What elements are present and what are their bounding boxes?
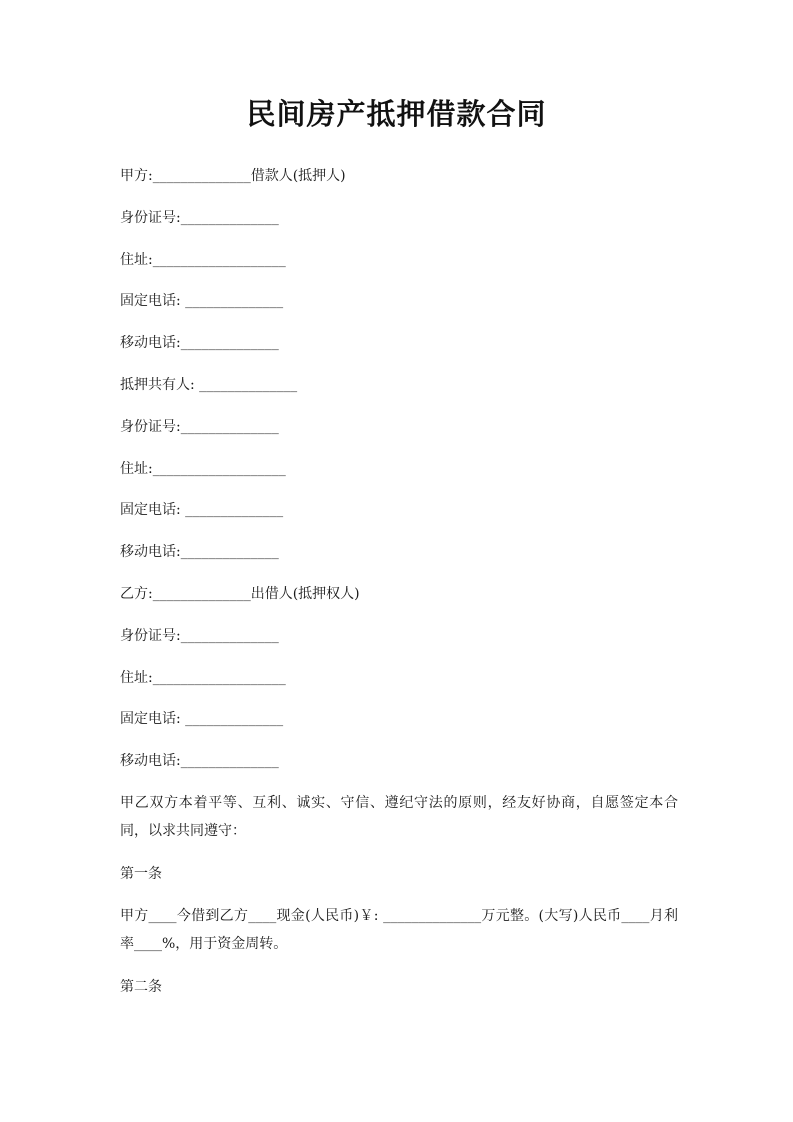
co-owner-id-number: 身份证号:______________ bbox=[120, 419, 279, 435]
article-2-title: 第二条 bbox=[120, 979, 162, 995]
article-1-text: 甲方____今借到乙方____现金(人民币)￥: ______________万元整。(大写)人民币____月利率____%，用于资金周转。 bbox=[120, 908, 678, 952]
party-b-heading: 乙方:______________出借人(抵押权人) bbox=[120, 586, 360, 602]
party-a-id-number: 身份证号:______________ bbox=[120, 210, 279, 226]
co-owner-address: 住址:___________________ bbox=[120, 461, 286, 477]
party-b-mobile-phone: 移动电话:______________ bbox=[120, 753, 279, 769]
co-owner-mobile-phone: 移动电话:______________ bbox=[120, 544, 279, 560]
co-owner-fixed-phone: 固定电话: ______________ bbox=[120, 502, 284, 518]
preamble-paragraph: 甲乙双方本着平等、互利、诚实、守信、遵纪守法的原则，经友好协商，自愿签定本合同，以求共同遵守： bbox=[120, 795, 678, 839]
party-a-fixed-phone: 固定电话: ______________ bbox=[120, 293, 284, 309]
party-a-address: 住址:___________________ bbox=[120, 252, 286, 268]
party-b-address: 住址:___________________ bbox=[120, 670, 286, 686]
co-owner-heading: 抵押共有人: ______________ bbox=[120, 377, 298, 393]
party-b-id-number: 身份证号:______________ bbox=[120, 628, 279, 644]
document-title: 民间房产抵押借款合同 bbox=[246, 97, 547, 131]
party-a-heading: 甲方:______________借款人(抵押人) bbox=[120, 168, 346, 184]
article-1-title: 第一条 bbox=[120, 866, 162, 882]
party-b-fixed-phone: 固定电话: ______________ bbox=[120, 711, 284, 727]
party-a-mobile-phone: 移动电话:______________ bbox=[120, 335, 279, 351]
